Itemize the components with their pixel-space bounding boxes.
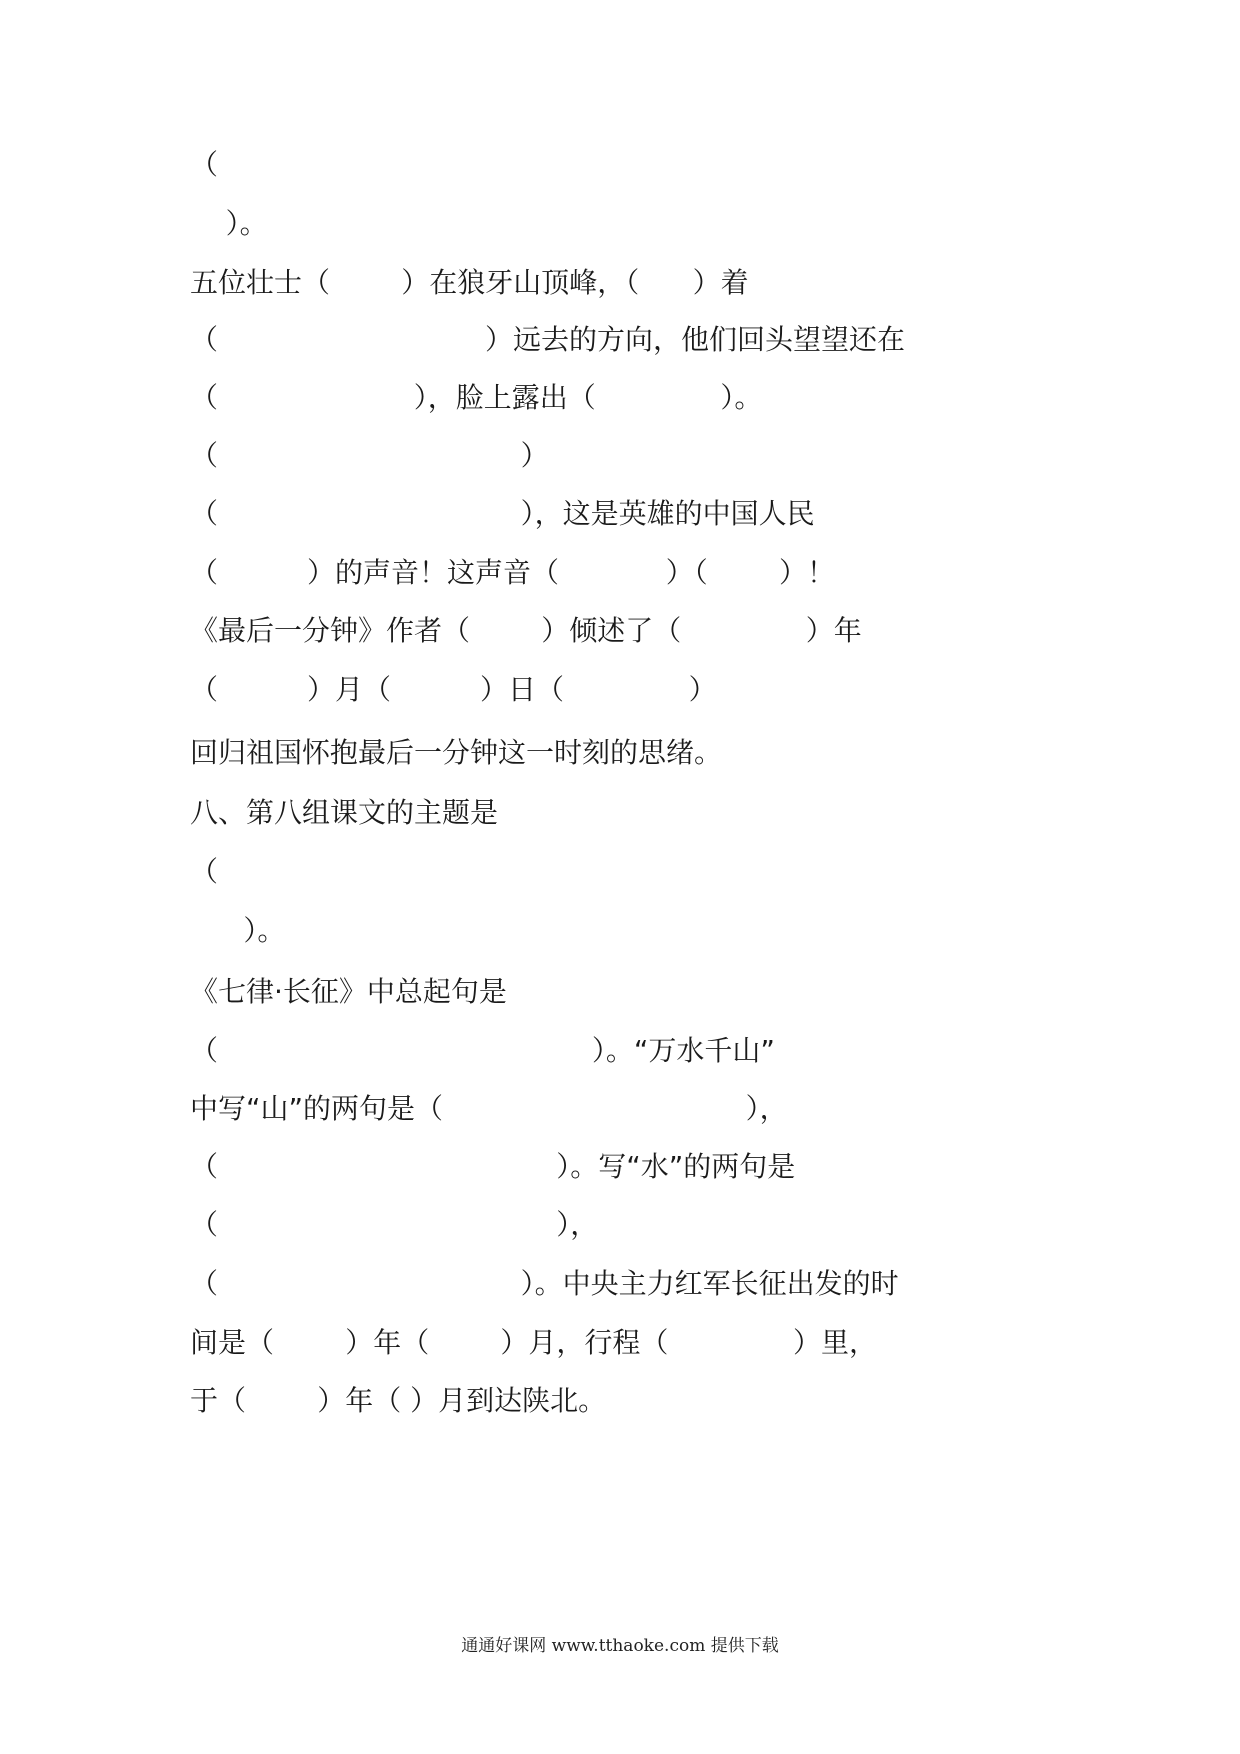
- text-line: 间是（ ）年（ ）月，行程（ ）里，: [190, 1326, 878, 1359]
- text-line: （: [190, 148, 219, 181]
- text-line: ）。: [190, 207, 268, 240]
- text-line: （ ），: [190, 1208, 599, 1241]
- text-line: 五位壮士（ ）在狼牙山顶峰，（ ）着: [190, 266, 749, 299]
- text-line: 回归祖国怀抱最后一分钟这一时刻的思绪。: [190, 736, 723, 769]
- text-line: （ ）。“万水千山”: [190, 1034, 775, 1067]
- text-line: （ ）。中央主力红军长征出发的时: [190, 1267, 899, 1300]
- text-line: ）。: [190, 914, 286, 947]
- text-line: （ ）月（ ）日（ ）: [190, 673, 717, 706]
- text-line: （ ），这是英雄的中国人民: [190, 497, 815, 530]
- text-line: 于（ ）年（ ）月到达陕北。: [190, 1384, 607, 1417]
- text-line: 《最后一分钟》作者（ ）倾述了（ ）年: [190, 614, 862, 647]
- text-line: 《七律·长征》中总起句是: [190, 975, 507, 1008]
- text-line: （: [190, 855, 219, 888]
- text-line: 中写“山”的两句是（ ），: [190, 1092, 788, 1125]
- text-line: （ ）远去的方向，他们回头望望还在: [190, 323, 906, 356]
- text-line: （ ）: [190, 439, 549, 472]
- page-footer: 通通好课网 www.tthaoke.com 提供下载: [461, 1636, 779, 1656]
- text-line: （ ）的声音！这声音（ ）（ ）！: [190, 556, 836, 589]
- text-line: （ ），脸上露出（ ）。: [190, 381, 763, 414]
- section-heading: 八、第八组课文的主题是: [190, 796, 499, 829]
- text-line: （ ）。写“水”的两句是: [190, 1150, 796, 1183]
